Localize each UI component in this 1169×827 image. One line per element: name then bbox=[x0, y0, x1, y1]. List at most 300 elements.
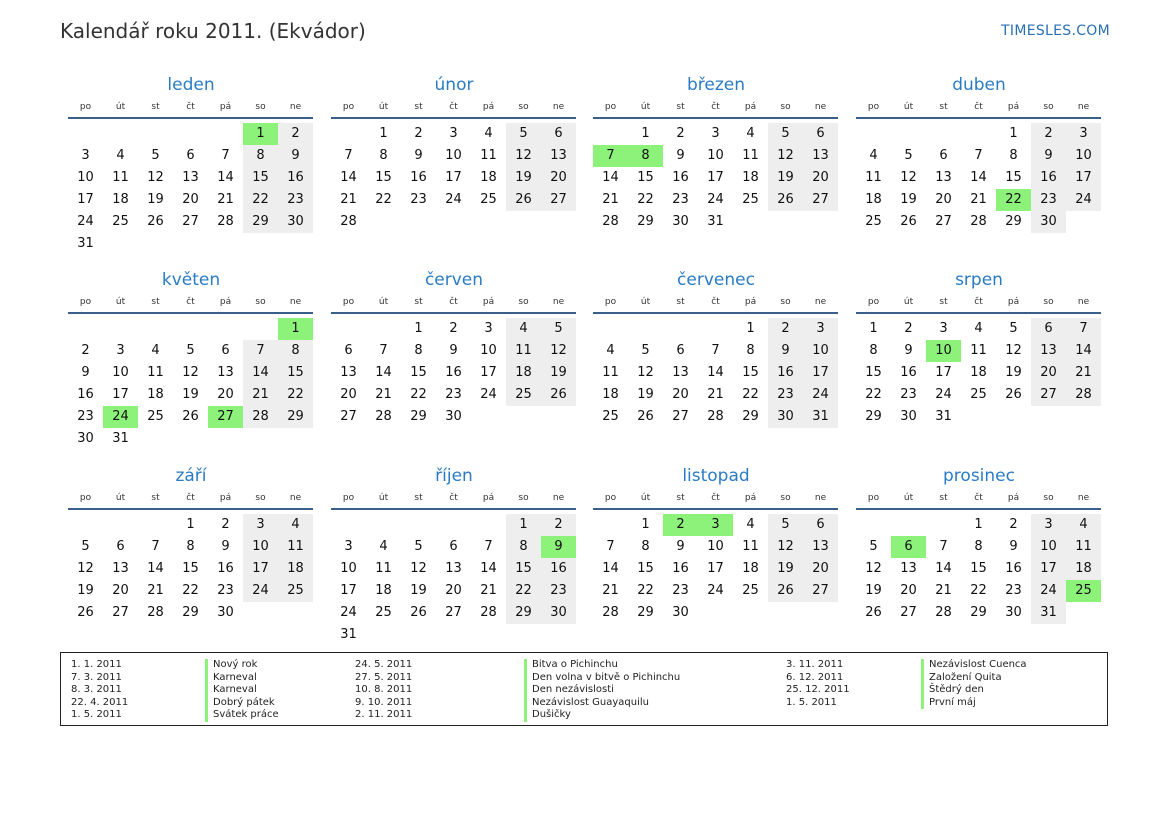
day-cell: 4 bbox=[278, 514, 313, 536]
day-cell: 7 bbox=[711, 343, 720, 358]
weekday-label: po bbox=[867, 102, 880, 112]
empty-cell bbox=[593, 318, 628, 340]
day-cell: 11 bbox=[1066, 536, 1101, 558]
day-cell: 16 bbox=[410, 170, 427, 185]
day-cell: 28 bbox=[147, 605, 164, 620]
day-cell: 8 bbox=[641, 539, 650, 554]
month-name: květen bbox=[161, 270, 221, 290]
day-cell: 11 bbox=[147, 365, 164, 380]
day-cell: 11 bbox=[112, 170, 129, 185]
day-cell: 16 bbox=[768, 362, 803, 384]
empty-cell bbox=[926, 123, 961, 145]
day-cell: 28 bbox=[602, 605, 619, 620]
day-cell: 21 bbox=[1066, 362, 1101, 384]
day-cell: 6 bbox=[116, 539, 125, 554]
weekday-label: st bbox=[151, 493, 160, 503]
weekday-label: po bbox=[79, 102, 92, 112]
day-cell: 20 bbox=[803, 167, 838, 189]
day-cell: 5 bbox=[768, 514, 803, 536]
weekday-label: ne bbox=[814, 297, 827, 307]
empty-cell bbox=[891, 514, 926, 536]
day-cell: 24 bbox=[707, 583, 724, 598]
empty-cell bbox=[173, 318, 208, 340]
day-cell: 16 bbox=[672, 561, 689, 576]
holiday-legend bbox=[60, 652, 1108, 726]
day-cell: 9 bbox=[1031, 145, 1066, 167]
day-cell: 19 bbox=[637, 387, 654, 402]
day-cell: 2 bbox=[81, 343, 90, 358]
day-cell: 15 bbox=[410, 365, 427, 380]
day-cell: 12 bbox=[541, 340, 576, 362]
day-cell: 24 bbox=[1031, 580, 1066, 602]
day-cell: 30 bbox=[1031, 211, 1066, 233]
empty-cell bbox=[436, 514, 471, 536]
weekday-label: ne bbox=[552, 102, 565, 112]
day-cell: 3 bbox=[243, 514, 278, 536]
day-cell: 18 bbox=[742, 170, 759, 185]
day-cell: 18 bbox=[602, 387, 619, 402]
legend-holiday-name: První máj bbox=[921, 697, 1027, 710]
day-cell: 9 bbox=[414, 148, 423, 163]
day-cell: 12 bbox=[77, 561, 94, 576]
day-cell: 19 bbox=[865, 583, 882, 598]
month-name: leden bbox=[167, 75, 215, 95]
month-name: červen bbox=[424, 270, 484, 290]
legend-date: 9. 10. 2011 bbox=[355, 696, 413, 708]
empty-cell bbox=[68, 318, 103, 340]
day-cell: 21 bbox=[602, 583, 619, 598]
day-cell: 17 bbox=[803, 362, 838, 384]
day-cell: 30 bbox=[1005, 605, 1022, 620]
day-cell: 10 bbox=[1031, 536, 1066, 558]
day-cell: 27 bbox=[208, 406, 243, 428]
empty-cell bbox=[243, 318, 278, 340]
weekday-label: so bbox=[1043, 297, 1054, 307]
day-cell: 5 bbox=[1009, 321, 1018, 336]
legend-date: 1. 1. 2011 bbox=[71, 659, 122, 670]
day-cell: 25 bbox=[602, 409, 619, 424]
weekday-label: út bbox=[378, 102, 389, 112]
day-cell: 25 bbox=[742, 192, 759, 207]
day-cell: 3 bbox=[484, 321, 493, 336]
day-cell: 26 bbox=[77, 605, 94, 620]
day-cell: 9 bbox=[81, 365, 90, 380]
weekday-label: st bbox=[939, 102, 948, 112]
day-cell: 26 bbox=[182, 409, 199, 424]
day-cell: 24 bbox=[340, 605, 357, 620]
day-cell: 14 bbox=[480, 561, 497, 576]
day-cell: 21 bbox=[970, 192, 987, 207]
day-cell: 6 bbox=[221, 343, 230, 358]
weekday-label: po bbox=[867, 493, 880, 503]
empty-cell bbox=[68, 514, 103, 536]
empty-cell bbox=[663, 318, 698, 340]
month-block bbox=[331, 464, 577, 646]
day-cell: 27 bbox=[1031, 384, 1066, 406]
day-cell: 21 bbox=[602, 192, 619, 207]
day-cell: 14 bbox=[970, 170, 987, 185]
legend-names-column bbox=[205, 659, 279, 722]
day-cell: 14 bbox=[147, 561, 164, 576]
day-cell: 24 bbox=[77, 214, 94, 229]
weekday-header bbox=[68, 292, 313, 314]
day-cell: 10 bbox=[243, 536, 278, 558]
day-cell: 17 bbox=[480, 365, 497, 380]
day-cell: 19 bbox=[900, 192, 917, 207]
day-cell: 1 bbox=[243, 123, 278, 145]
day-cell: 23 bbox=[77, 409, 94, 424]
weekday-label: so bbox=[255, 297, 266, 307]
day-cell: 6 bbox=[186, 148, 195, 163]
weekday-label: ne bbox=[552, 493, 565, 503]
month-name: únor bbox=[434, 75, 474, 95]
day-cell: 22 bbox=[410, 387, 427, 402]
day-cell: 15 bbox=[970, 561, 987, 576]
day-cell: 22 bbox=[970, 583, 987, 598]
day-cell: 13 bbox=[803, 145, 838, 167]
day-cell: 8 bbox=[628, 145, 663, 167]
day-cell: 2 bbox=[904, 321, 913, 336]
day-cell: 16 bbox=[278, 167, 313, 189]
month-block bbox=[331, 268, 577, 428]
day-cell: 4 bbox=[869, 148, 878, 163]
day-cell: 1 bbox=[506, 514, 541, 536]
day-cell: 12 bbox=[900, 170, 917, 185]
day-cell: 13 bbox=[541, 145, 576, 167]
weekday-label: pá bbox=[744, 493, 757, 503]
weekday-label: pá bbox=[1007, 297, 1020, 307]
day-cell: 11 bbox=[506, 340, 541, 362]
day-cell: 16 bbox=[672, 170, 689, 185]
day-cell: 10 bbox=[480, 343, 497, 358]
day-cell: 22 bbox=[996, 189, 1031, 211]
day-cell: 2 bbox=[768, 318, 803, 340]
day-cell: 26 bbox=[541, 384, 576, 406]
weekday-label: pá bbox=[482, 102, 495, 112]
day-cell: 5 bbox=[541, 318, 576, 340]
month-block bbox=[331, 73, 577, 233]
day-cell: 25 bbox=[865, 214, 882, 229]
day-cell: 21 bbox=[340, 192, 357, 207]
day-cell: 22 bbox=[742, 387, 759, 402]
day-cell: 1 bbox=[186, 517, 195, 532]
day-cell: 6 bbox=[803, 514, 838, 536]
day-cell: 30 bbox=[672, 605, 689, 620]
weekday-label: ne bbox=[289, 297, 302, 307]
empty-cell bbox=[856, 123, 891, 145]
day-cell: 15 bbox=[742, 365, 759, 380]
day-cell: 31 bbox=[1031, 602, 1066, 624]
day-cell: 8 bbox=[278, 340, 313, 362]
day-cell: 25 bbox=[970, 387, 987, 402]
day-cell: 29 bbox=[410, 409, 427, 424]
day-cell: 29 bbox=[970, 605, 987, 620]
empty-cell bbox=[856, 514, 891, 536]
day-cell: 28 bbox=[217, 214, 234, 229]
legend-date: 22. 4. 2011 bbox=[71, 696, 129, 708]
legend-holiday-name: Dobrý pátek bbox=[205, 697, 279, 710]
day-cell: 20 bbox=[672, 387, 689, 402]
day-cell: 22 bbox=[865, 387, 882, 402]
day-cell: 4 bbox=[506, 318, 541, 340]
month-block bbox=[856, 73, 1102, 233]
day-cell: 6 bbox=[1031, 318, 1066, 340]
day-cell: 7 bbox=[484, 539, 493, 554]
day-cell: 5 bbox=[768, 123, 803, 145]
legend-date: 1. 5. 2011 bbox=[71, 709, 122, 721]
day-cell: 15 bbox=[637, 170, 654, 185]
day-cell: 20 bbox=[340, 387, 357, 402]
month-name: listopad bbox=[682, 466, 750, 486]
legend-names-column bbox=[921, 659, 1027, 709]
day-cell: 29 bbox=[637, 605, 654, 620]
day-cell: 26 bbox=[900, 214, 917, 229]
weekday-header bbox=[331, 292, 576, 314]
day-cell: 16 bbox=[1005, 561, 1022, 576]
day-cell: 29 bbox=[742, 409, 759, 424]
day-cell: 25 bbox=[742, 583, 759, 598]
day-cell: 17 bbox=[340, 583, 357, 598]
day-cell: 26 bbox=[865, 605, 882, 620]
day-cell: 27 bbox=[803, 580, 838, 602]
day-cell: 15 bbox=[243, 167, 278, 189]
weekday-label: ne bbox=[289, 493, 302, 503]
day-cell: 12 bbox=[1005, 343, 1022, 358]
weekday-label: čt bbox=[449, 102, 458, 112]
day-cell: 26 bbox=[147, 214, 164, 229]
day-cell: 17 bbox=[707, 170, 724, 185]
day-cell: 3 bbox=[344, 539, 353, 554]
day-cell: 28 bbox=[707, 409, 724, 424]
weekday-label: st bbox=[939, 493, 948, 503]
day-cell: 11 bbox=[278, 536, 313, 558]
day-cell: 24 bbox=[103, 406, 138, 428]
weekday-label: čt bbox=[711, 297, 720, 307]
weekday-label: st bbox=[151, 102, 160, 112]
empty-cell bbox=[208, 123, 243, 145]
day-cell: 28 bbox=[340, 214, 357, 229]
weekday-label: st bbox=[676, 493, 685, 503]
day-cell: 25 bbox=[112, 214, 129, 229]
empty-cell bbox=[68, 123, 103, 145]
weekday-label: so bbox=[780, 297, 791, 307]
weekday-label: st bbox=[414, 493, 423, 503]
empty-cell bbox=[698, 318, 733, 340]
day-cell: 7 bbox=[974, 148, 983, 163]
legend-date: 25. 12. 2011 bbox=[786, 684, 850, 696]
month-name: prosinec bbox=[943, 466, 1015, 486]
day-cell: 17 bbox=[112, 387, 129, 402]
weekday-label: ne bbox=[1077, 102, 1090, 112]
day-cell: 16 bbox=[1031, 167, 1066, 189]
weekday-label: so bbox=[1043, 493, 1054, 503]
day-cell: 20 bbox=[1031, 362, 1066, 384]
day-cell: 22 bbox=[506, 580, 541, 602]
day-cell: 20 bbox=[541, 167, 576, 189]
day-cell: 29 bbox=[865, 409, 882, 424]
day-cell: 25 bbox=[1066, 580, 1101, 602]
day-cell: 24 bbox=[445, 192, 462, 207]
day-cell: 27 bbox=[541, 189, 576, 211]
day-cell: 26 bbox=[768, 189, 803, 211]
weekday-label: pá bbox=[1007, 102, 1020, 112]
day-cell: 16 bbox=[541, 558, 576, 580]
weekday-label: čt bbox=[186, 102, 195, 112]
weekday-header bbox=[331, 97, 576, 119]
brand-link[interactable]: TIMESLES.COM bbox=[1001, 23, 1110, 39]
day-cell: 10 bbox=[77, 170, 94, 185]
weekday-label: st bbox=[676, 297, 685, 307]
day-cell: 27 bbox=[182, 214, 199, 229]
empty-cell bbox=[138, 318, 173, 340]
day-cell: 21 bbox=[375, 387, 392, 402]
day-cell: 4 bbox=[151, 343, 160, 358]
weekday-label: čt bbox=[186, 297, 195, 307]
day-cell: 6 bbox=[939, 148, 948, 163]
day-cell: 17 bbox=[1066, 167, 1101, 189]
day-grid bbox=[68, 318, 313, 450]
month-name: srpen bbox=[955, 270, 1003, 290]
day-cell: 12 bbox=[768, 145, 803, 167]
day-cell: 31 bbox=[935, 409, 952, 424]
day-cell: 2 bbox=[1009, 517, 1018, 532]
month-block bbox=[856, 268, 1102, 428]
legend-holiday-name: Den volna v bitvě o Pichinchu bbox=[524, 672, 680, 685]
day-cell: 6 bbox=[891, 536, 926, 558]
weekday-label: po bbox=[342, 493, 355, 503]
day-cell: 18 bbox=[1066, 558, 1101, 580]
day-cell: 2 bbox=[541, 514, 576, 536]
day-cell: 22 bbox=[278, 384, 313, 406]
empty-cell bbox=[331, 514, 366, 536]
day-cell: 7 bbox=[939, 539, 948, 554]
day-cell: 9 bbox=[904, 343, 913, 358]
empty-cell bbox=[331, 318, 366, 340]
weekday-label: pá bbox=[744, 297, 757, 307]
legend-holiday-name: Nový rok bbox=[205, 659, 279, 672]
day-cell: 22 bbox=[637, 192, 654, 207]
weekday-label: út bbox=[378, 493, 389, 503]
weekday-label: po bbox=[79, 493, 92, 503]
day-cell: 1 bbox=[278, 318, 313, 340]
day-cell: 9 bbox=[676, 539, 685, 554]
weekday-label: čt bbox=[974, 297, 983, 307]
day-cell: 27 bbox=[445, 605, 462, 620]
day-cell: 14 bbox=[602, 170, 619, 185]
day-cell: 18 bbox=[147, 387, 164, 402]
day-cell: 3 bbox=[1066, 123, 1101, 145]
day-cell: 16 bbox=[217, 561, 234, 576]
weekday-header bbox=[593, 488, 838, 510]
day-cell: 25 bbox=[375, 605, 392, 620]
legend-date: 8. 3. 2011 bbox=[71, 684, 122, 696]
weekday-label: út bbox=[378, 297, 389, 307]
day-cell: 14 bbox=[340, 170, 357, 185]
day-cell: 15 bbox=[637, 561, 654, 576]
day-cell: 7 bbox=[243, 340, 278, 362]
weekday-label: so bbox=[518, 102, 529, 112]
legend-date: 3. 11. 2011 bbox=[786, 659, 844, 670]
day-cell: 6 bbox=[541, 123, 576, 145]
day-cell: 6 bbox=[344, 343, 353, 358]
empty-cell bbox=[593, 514, 628, 536]
weekday-label: pá bbox=[219, 102, 232, 112]
day-cell: 23 bbox=[217, 583, 234, 598]
legend-holiday-name: Dušičky bbox=[524, 709, 680, 722]
day-cell: 5 bbox=[506, 123, 541, 145]
day-cell: 31 bbox=[112, 431, 129, 446]
day-cell: 13 bbox=[1031, 340, 1066, 362]
day-grid bbox=[68, 123, 313, 255]
day-cell: 22 bbox=[182, 583, 199, 598]
day-cell: 23 bbox=[445, 387, 462, 402]
weekday-header bbox=[856, 488, 1101, 510]
day-cell: 15 bbox=[278, 362, 313, 384]
month-block bbox=[593, 268, 839, 428]
weekday-label: čt bbox=[974, 102, 983, 112]
day-cell: 28 bbox=[935, 605, 952, 620]
day-cell: 3 bbox=[1031, 514, 1066, 536]
day-cell: 14 bbox=[375, 365, 392, 380]
empty-cell bbox=[628, 318, 663, 340]
day-cell: 7 bbox=[379, 343, 388, 358]
day-cell: 9 bbox=[1009, 539, 1018, 554]
day-cell: 20 bbox=[803, 558, 838, 580]
day-cell: 2 bbox=[221, 517, 230, 532]
day-cell: 16 bbox=[77, 387, 94, 402]
day-cell: 10 bbox=[1066, 145, 1101, 167]
day-cell: 21 bbox=[480, 583, 497, 598]
day-cell: 19 bbox=[1005, 365, 1022, 380]
empty-cell bbox=[926, 514, 961, 536]
day-cell: 3 bbox=[711, 126, 720, 141]
day-cell: 30 bbox=[541, 602, 576, 624]
day-cell: 13 bbox=[340, 365, 357, 380]
day-cell: 29 bbox=[1005, 214, 1022, 229]
legend-date: 27. 5. 2011 bbox=[355, 671, 413, 683]
weekday-header bbox=[593, 97, 838, 119]
legend-holiday-name: Karneval bbox=[205, 672, 279, 685]
weekday-header bbox=[331, 488, 576, 510]
day-cell: 17 bbox=[77, 192, 94, 207]
day-cell: 18 bbox=[112, 192, 129, 207]
day-cell: 14 bbox=[602, 561, 619, 576]
day-cell: 31 bbox=[707, 214, 724, 229]
day-cell: 22 bbox=[243, 189, 278, 211]
day-cell: 24 bbox=[803, 384, 838, 406]
weekday-label: ne bbox=[814, 102, 827, 112]
day-cell: 11 bbox=[602, 365, 619, 380]
day-cell: 21 bbox=[243, 384, 278, 406]
day-cell: 17 bbox=[935, 365, 952, 380]
empty-cell bbox=[331, 123, 366, 145]
weekday-label: po bbox=[79, 297, 92, 307]
day-cell: 18 bbox=[865, 192, 882, 207]
day-cell: 13 bbox=[803, 536, 838, 558]
day-cell: 10 bbox=[707, 148, 724, 163]
day-cell: 1 bbox=[746, 321, 755, 336]
month-name: září bbox=[175, 466, 207, 486]
day-cell: 30 bbox=[672, 214, 689, 229]
day-grid bbox=[856, 318, 1101, 428]
day-cell: 19 bbox=[768, 558, 803, 580]
day-cell: 11 bbox=[742, 539, 759, 554]
day-cell: 1 bbox=[1009, 126, 1018, 141]
day-cell: 18 bbox=[970, 365, 987, 380]
weekday-label: út bbox=[115, 493, 126, 503]
day-cell: 7 bbox=[593, 145, 628, 167]
day-cell: 7 bbox=[221, 148, 230, 163]
